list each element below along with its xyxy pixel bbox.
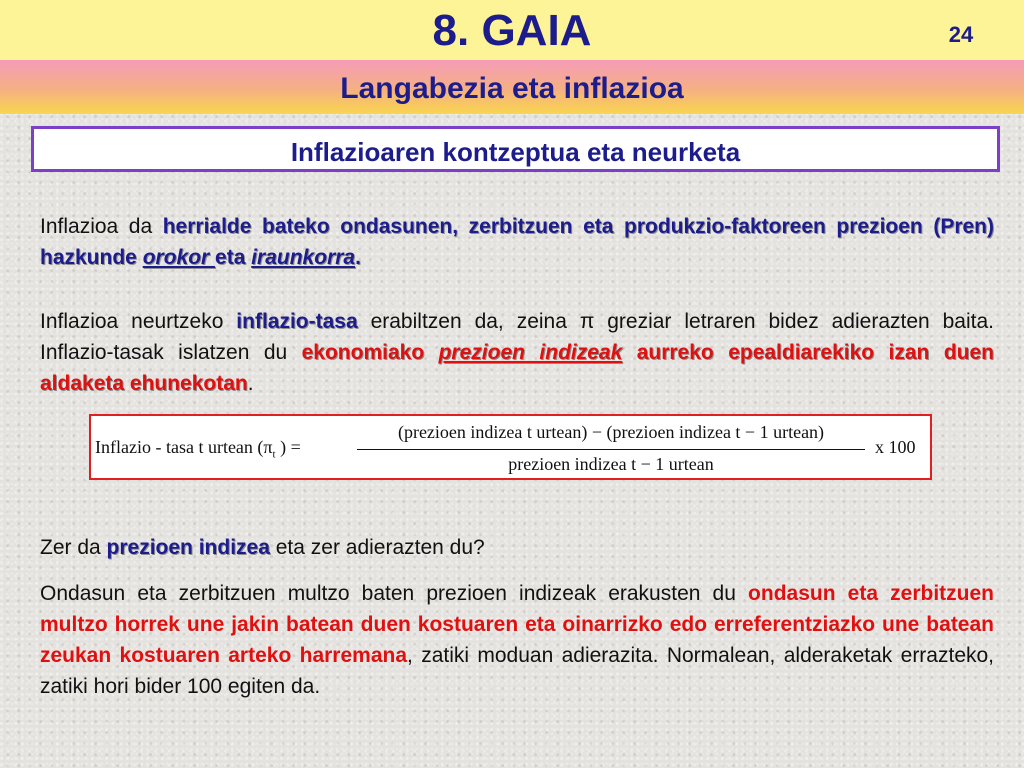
keyword-orokor: orokor [142,246,216,269]
page-number: 24 [948,22,974,47]
measurement-highlight-2: aurreko epealdiarekiko izan duen aldaketa ehunekotan [40,341,994,395]
page-title: 8. GAIA [432,6,592,55]
measurement-period: . [247,372,254,395]
formula-denominator: prezioen indizea t − 1 urtean [508,454,714,474]
formula-equals: ) = [275,437,301,457]
formula-multiplier: x 100 [875,437,916,457]
inflation-formula [89,414,932,480]
keyword-iraunkorra: iraunkorra [251,246,356,269]
definition-text: Inflazioa da [40,215,163,238]
question-text-1: Zer da [40,536,107,559]
price-index-text-1: Ondasun eta zerbitzuen multzo baten prezioen indizeak erakusten du [40,582,749,605]
price-index-text-2: , zatiki moduan adierazita. Normalean, alderaketak errazteko, zatiki hori bider 100 egiten da. [40,644,995,698]
definition-highlight: herrialde bateko ondasunen, zerbitzuen eta produkzio-faktoreen prezioen (Pren) hazkunde [40,215,994,269]
formula-numerator: (prezioen indizea t urtean) − (prezioen indizea t − 1 urtean) [397,422,825,442]
section-title-box [31,126,1000,172]
formula-left-side [95,437,301,461]
definition-period: . [355,246,361,269]
keyword-inflazio-tasa: inflazio-tasa [236,310,358,333]
formula-subscript: t [272,448,276,461]
price-index-highlight: ondasun eta zerbitzuen multzo horrek une jakin batean duen kostuaren eta oinarrizko edo erreferentziazko une batean zeukan kostuaren arteko harremana [40,582,994,667]
keyword-prezioen-indizea: prezioen indizea [106,536,270,559]
question-text-2: eta zer adierazten du? [269,536,485,559]
keyword-prezioen-indizeak: prezioen indizeak [438,341,623,364]
definition-paragraph [40,211,994,273]
question-line [40,532,994,563]
measurement-paragraph [40,306,994,399]
price-index-paragraph [40,578,994,702]
measurement-highlight-1: ekonomiako [301,341,439,364]
definition-connector: eta [215,246,252,269]
formula-fraction-bar [357,449,865,450]
page-subtitle: Langabezia eta inflazioa [340,72,684,105]
measurement-text-1: Inflazioa neurtzeko [40,310,237,333]
section-title: Inflazioaren kontzeptua eta neurketa [290,137,741,167]
measurement-text-2: erabiltzen da, zeina π greziar letraren bidez adierazten baita. Inflazio-tasak islatzen du [40,310,994,364]
formula-left-text: Inflazio - tasa t urtean (π [95,437,273,457]
